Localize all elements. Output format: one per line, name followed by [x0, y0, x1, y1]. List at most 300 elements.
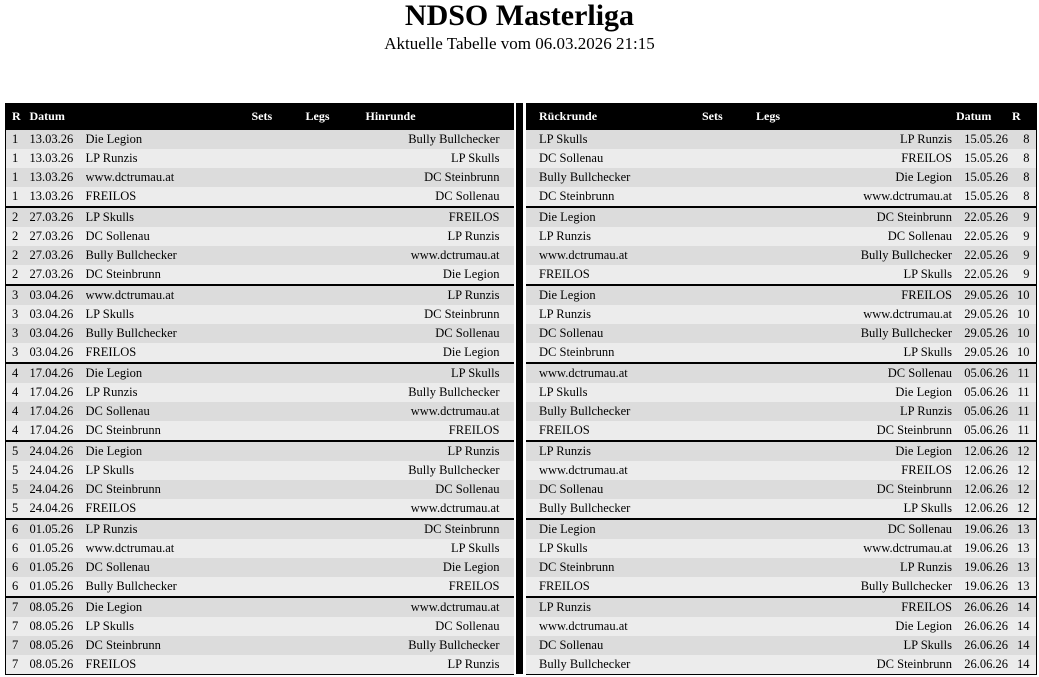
- date-cell: 13.03.26: [30, 130, 86, 149]
- date-cell: 12.06.26: [956, 461, 1012, 480]
- date-cell: 27.03.26: [30, 265, 86, 285]
- date-cell: 08.05.26: [30, 636, 86, 655]
- sets-cell: [252, 246, 306, 265]
- sets-cell: [252, 617, 306, 636]
- away-team-cell: DC Steinbrunn: [366, 168, 514, 187]
- sets-cell: [702, 285, 756, 305]
- sets-cell: [702, 168, 756, 187]
- sets-cell: [702, 519, 756, 539]
- away-team-cell: Die Legion: [816, 168, 956, 187]
- home-team-cell: FREILOS: [526, 421, 702, 441]
- legs-cell: [756, 519, 816, 539]
- date-cell: 19.06.26: [956, 558, 1012, 577]
- legs-cell: [306, 324, 366, 343]
- home-team-cell: Bully Bullchecker: [86, 324, 252, 343]
- away-team-cell: Bully Bullchecker: [816, 324, 956, 343]
- round-cell: 4: [6, 402, 30, 421]
- sets-cell: [252, 655, 306, 675]
- date-cell: 01.05.26: [30, 577, 86, 597]
- legs-cell: [306, 577, 366, 597]
- table-row: [526, 577, 1036, 597]
- legs-cell: [756, 539, 816, 558]
- legs-cell: [756, 343, 816, 363]
- date-cell: 26.06.26: [956, 636, 1012, 655]
- table-row: [526, 324, 1036, 343]
- table-row: [526, 246, 1036, 265]
- away-team-cell: Die Legion: [816, 383, 956, 402]
- round-cell: 13: [1012, 577, 1036, 597]
- sets-cell: [252, 285, 306, 305]
- away-team-cell: DC Steinbrunn: [816, 480, 956, 499]
- home-team-cell: LP Runzis: [526, 227, 702, 246]
- round-cell: 9: [1012, 207, 1036, 227]
- sets-cell: [252, 480, 306, 499]
- date-cell: 13.03.26: [30, 149, 86, 168]
- round-cell: 6: [6, 539, 30, 558]
- table-row: [526, 383, 1036, 402]
- round-cell: 7: [6, 597, 30, 617]
- legs-cell: [306, 265, 366, 285]
- sets-cell: [252, 597, 306, 617]
- home-team-cell: FREILOS: [526, 577, 702, 597]
- away-team-cell: Die Legion: [366, 265, 514, 285]
- date-cell: 05.06.26: [956, 383, 1012, 402]
- home-team-cell: Die Legion: [86, 441, 252, 461]
- date-cell: 22.05.26: [956, 246, 1012, 265]
- away-team-cell: www.dctrumau.at: [366, 246, 514, 265]
- round-cell: 6: [6, 519, 30, 539]
- sets-cell: [702, 227, 756, 246]
- sets-cell: [252, 441, 306, 461]
- home-team-cell: DC Steinbrunn: [86, 636, 252, 655]
- date-cell: 01.05.26: [30, 539, 86, 558]
- date-cell: 27.03.26: [30, 246, 86, 265]
- legs-cell: [306, 207, 366, 227]
- table-row: [6, 168, 514, 187]
- round-cell: 8: [1012, 149, 1036, 168]
- table-row: [6, 130, 514, 149]
- table-row: [6, 343, 514, 363]
- table-row: [526, 187, 1036, 207]
- legs-cell: [306, 402, 366, 421]
- table-row: [526, 149, 1036, 168]
- legs-cell: [306, 227, 366, 246]
- date-cell: 17.04.26: [30, 402, 86, 421]
- sets-cell: [252, 577, 306, 597]
- date-cell: 05.06.26: [956, 421, 1012, 441]
- table-row: [6, 207, 514, 227]
- round-cell: 1: [6, 149, 30, 168]
- home-team-cell: LP Runzis: [526, 597, 702, 617]
- round-cell: 14: [1012, 597, 1036, 617]
- table-row: [526, 227, 1036, 246]
- home-team-cell: FREILOS: [86, 499, 252, 519]
- legs-cell: [306, 636, 366, 655]
- sets-cell: [702, 636, 756, 655]
- legs-cell: [756, 617, 816, 636]
- page-subtitle: Aktuelle Tabelle vom 06.03.2026 21:15: [384, 34, 655, 53]
- date-cell: 03.04.26: [30, 305, 86, 324]
- away-team-cell: Bully Bullchecker: [366, 383, 514, 402]
- table-row: [526, 402, 1036, 421]
- table-row: [6, 363, 514, 383]
- date-cell: 19.06.26: [956, 539, 1012, 558]
- home-team-cell: FREILOS: [526, 265, 702, 285]
- legs-cell: [756, 577, 816, 597]
- home-team-cell: DC Steinbrunn: [86, 265, 252, 285]
- round-cell: 10: [1012, 285, 1036, 305]
- date-cell: 17.04.26: [30, 421, 86, 441]
- home-team-cell: DC Sollenau: [526, 324, 702, 343]
- away-team-cell: DC Sollenau: [366, 324, 514, 343]
- legs-cell: [306, 363, 366, 383]
- legs-cell: [306, 187, 366, 207]
- away-team-cell: Bully Bullchecker: [816, 246, 956, 265]
- col-header-datum: Datum: [30, 103, 86, 130]
- away-team-cell: www.dctrumau.at: [366, 597, 514, 617]
- round-cell: 12: [1012, 499, 1036, 519]
- sets-cell: [702, 343, 756, 363]
- legs-cell: [756, 636, 816, 655]
- home-team-cell: DC Steinbrunn: [526, 187, 702, 207]
- sets-cell: [252, 363, 306, 383]
- date-cell: 26.06.26: [956, 655, 1012, 675]
- home-team-cell: Bully Bullchecker: [526, 655, 702, 675]
- home-team-cell: DC Sollenau: [526, 149, 702, 168]
- away-team-cell: www.dctrumau.at: [816, 539, 956, 558]
- round-cell: 9: [1012, 227, 1036, 246]
- home-team-cell: Die Legion: [526, 519, 702, 539]
- sets-cell: [702, 363, 756, 383]
- round-cell: 10: [1012, 305, 1036, 324]
- sets-cell: [702, 149, 756, 168]
- date-cell: 15.05.26: [956, 130, 1012, 149]
- round-cell: 7: [6, 655, 30, 675]
- sets-cell: [702, 324, 756, 343]
- away-team-cell: FREILOS: [816, 597, 956, 617]
- table-row: [526, 421, 1036, 441]
- table-row: [6, 305, 514, 324]
- sets-cell: [702, 558, 756, 577]
- round-cell: 11: [1012, 383, 1036, 402]
- round-cell: 3: [6, 324, 30, 343]
- date-cell: 29.05.26: [956, 305, 1012, 324]
- date-cell: 26.06.26: [956, 597, 1012, 617]
- sets-cell: [702, 597, 756, 617]
- away-team-cell: DC Sollenau: [366, 617, 514, 636]
- sets-cell: [702, 441, 756, 461]
- legs-cell: [306, 655, 366, 675]
- sets-cell: [702, 617, 756, 636]
- date-cell: 29.05.26: [956, 324, 1012, 343]
- home-team-cell: www.dctrumau.at: [86, 285, 252, 305]
- date-cell: 13.03.26: [30, 168, 86, 187]
- round-cell: 2: [6, 265, 30, 285]
- date-cell: 08.05.26: [30, 655, 86, 675]
- sets-cell: [252, 461, 306, 480]
- date-cell: 24.04.26: [30, 461, 86, 480]
- home-team-cell: www.dctrumau.at: [86, 168, 252, 187]
- home-team-cell: LP Skulls: [86, 617, 252, 636]
- sets-cell: [252, 499, 306, 519]
- col-header-r: R: [1012, 103, 1036, 130]
- round-cell: 14: [1012, 655, 1036, 675]
- rueckrunde-header-row: [526, 103, 1036, 130]
- away-team-cell: www.dctrumau.at: [366, 402, 514, 421]
- sets-cell: [252, 343, 306, 363]
- legs-cell: [756, 441, 816, 461]
- legs-cell: [306, 461, 366, 480]
- home-team-cell: DC Sollenau: [86, 227, 252, 246]
- col-header-r: R: [6, 103, 30, 130]
- legs-cell: [306, 130, 366, 149]
- col-header-rueckrunde: Rückrunde: [526, 103, 702, 130]
- legs-cell: [306, 305, 366, 324]
- sets-cell: [252, 636, 306, 655]
- home-team-cell: Bully Bullchecker: [86, 246, 252, 265]
- round-cell: 12: [1012, 461, 1036, 480]
- sets-cell: [252, 130, 306, 149]
- legs-cell: [306, 383, 366, 402]
- col-header-datum: Datum: [956, 103, 1012, 130]
- round-cell: 13: [1012, 519, 1036, 539]
- away-team-cell: FREILOS: [366, 421, 514, 441]
- date-cell: 12.06.26: [956, 480, 1012, 499]
- away-team-cell: Die Legion: [816, 617, 956, 636]
- date-cell: 17.04.26: [30, 383, 86, 402]
- sets-cell: [702, 207, 756, 227]
- date-cell: 05.06.26: [956, 402, 1012, 421]
- legs-cell: [306, 421, 366, 441]
- date-cell: 08.05.26: [30, 597, 86, 617]
- table-row: [6, 149, 514, 168]
- home-team-cell: www.dctrumau.at: [526, 363, 702, 383]
- round-cell: 1: [6, 130, 30, 149]
- sets-cell: [702, 461, 756, 480]
- sets-cell: [702, 305, 756, 324]
- away-team-cell: LP Skulls: [366, 539, 514, 558]
- away-team-cell: DC Sollenau: [366, 187, 514, 207]
- hinrunde-body: [6, 130, 514, 675]
- home-team-cell: FREILOS: [86, 187, 252, 207]
- away-team-cell: LP Skulls: [366, 363, 514, 383]
- round-cell: 11: [1012, 421, 1036, 441]
- away-team-cell: FREILOS: [816, 149, 956, 168]
- away-team-cell: Die Legion: [366, 558, 514, 577]
- table-row: [526, 558, 1036, 577]
- away-team-cell: FREILOS: [366, 207, 514, 227]
- home-team-cell: www.dctrumau.at: [526, 461, 702, 480]
- home-team-cell: LP Skulls: [526, 130, 702, 149]
- away-team-cell: LP Runzis: [366, 227, 514, 246]
- sets-cell: [702, 402, 756, 421]
- date-cell: 19.06.26: [956, 577, 1012, 597]
- date-cell: 08.05.26: [30, 617, 86, 636]
- date-cell: 24.04.26: [30, 441, 86, 461]
- round-cell: 2: [6, 227, 30, 246]
- home-team-cell: Bully Bullchecker: [526, 499, 702, 519]
- sets-cell: [702, 187, 756, 207]
- sets-cell: [702, 246, 756, 265]
- date-cell: 27.03.26: [30, 207, 86, 227]
- home-team-cell: LP Skulls: [86, 207, 252, 227]
- table-row: [6, 246, 514, 265]
- table-row: [526, 343, 1036, 363]
- sets-cell: [252, 324, 306, 343]
- round-cell: 1: [6, 187, 30, 207]
- table-row: [526, 363, 1036, 383]
- away-team-cell: www.dctrumau.at: [366, 499, 514, 519]
- legs-cell: [756, 655, 816, 675]
- round-cell: 11: [1012, 363, 1036, 383]
- round-cell: 8: [1012, 187, 1036, 207]
- date-cell: 12.06.26: [956, 441, 1012, 461]
- table-separator: [516, 103, 523, 674]
- legs-cell: [756, 402, 816, 421]
- table-row: [6, 421, 514, 441]
- round-cell: 14: [1012, 617, 1036, 636]
- table-row: [526, 285, 1036, 305]
- legs-cell: [306, 597, 366, 617]
- sets-cell: [252, 227, 306, 246]
- home-team-cell: DC Sollenau: [526, 480, 702, 499]
- round-cell: 9: [1012, 246, 1036, 265]
- home-team-cell: Die Legion: [86, 363, 252, 383]
- legs-cell: [306, 246, 366, 265]
- hinrunde-header-row: [6, 103, 514, 130]
- legs-cell: [756, 558, 816, 577]
- sets-cell: [702, 655, 756, 675]
- legs-cell: [306, 285, 366, 305]
- away-team-cell: www.dctrumau.at: [816, 305, 956, 324]
- col-header-spacer: [816, 103, 956, 130]
- home-team-cell: FREILOS: [86, 343, 252, 363]
- away-team-cell: Die Legion: [366, 343, 514, 363]
- round-cell: 7: [6, 617, 30, 636]
- away-team-cell: Bully Bullchecker: [816, 577, 956, 597]
- legs-cell: [306, 149, 366, 168]
- away-team-cell: LP Runzis: [816, 558, 956, 577]
- round-cell: 9: [1012, 265, 1036, 285]
- sets-cell: [252, 421, 306, 441]
- round-cell: 3: [6, 285, 30, 305]
- table-row: [526, 130, 1036, 149]
- sets-cell: [702, 577, 756, 597]
- hinrunde-table: [5, 103, 514, 675]
- date-cell: 27.03.26: [30, 227, 86, 246]
- legs-cell: [756, 421, 816, 441]
- home-team-cell: Bully Bullchecker: [526, 402, 702, 421]
- table-row: [526, 519, 1036, 539]
- legs-cell: [756, 363, 816, 383]
- round-cell: 13: [1012, 539, 1036, 558]
- table-row: [6, 285, 514, 305]
- legs-cell: [756, 383, 816, 402]
- date-cell: 22.05.26: [956, 207, 1012, 227]
- home-team-cell: LP Skulls: [86, 461, 252, 480]
- round-cell: 10: [1012, 324, 1036, 343]
- round-cell: 8: [1012, 168, 1036, 187]
- table-row: [526, 441, 1036, 461]
- sets-cell: [702, 421, 756, 441]
- home-team-cell: LP Runzis: [86, 149, 252, 168]
- table-row: [526, 265, 1036, 285]
- home-team-cell: www.dctrumau.at: [86, 539, 252, 558]
- date-cell: 26.06.26: [956, 617, 1012, 636]
- table-row: [6, 636, 514, 655]
- table-row: [6, 461, 514, 480]
- table-row: [526, 539, 1036, 558]
- round-cell: 4: [6, 421, 30, 441]
- table-row: [526, 305, 1036, 324]
- round-cell: 2: [6, 246, 30, 265]
- home-team-cell: LP Skulls: [86, 305, 252, 324]
- round-cell: 1: [6, 168, 30, 187]
- legs-cell: [756, 324, 816, 343]
- home-team-cell: DC Steinbrunn: [86, 480, 252, 499]
- sets-cell: [702, 539, 756, 558]
- col-header-spacer: [86, 103, 252, 130]
- sets-cell: [252, 305, 306, 324]
- table-row: [6, 617, 514, 636]
- table-row: [526, 499, 1036, 519]
- sets-cell: [702, 480, 756, 499]
- away-team-cell: Bully Bullchecker: [366, 461, 514, 480]
- table-row: [6, 324, 514, 343]
- round-cell: 5: [6, 461, 30, 480]
- round-cell: 5: [6, 499, 30, 519]
- table-row: [6, 519, 514, 539]
- date-cell: 15.05.26: [956, 168, 1012, 187]
- home-team-cell: FREILOS: [86, 655, 252, 675]
- date-cell: 29.05.26: [956, 285, 1012, 305]
- date-cell: 01.05.26: [30, 558, 86, 577]
- round-cell: 6: [6, 558, 30, 577]
- home-team-cell: LP Skulls: [526, 383, 702, 402]
- table-row: [526, 655, 1036, 675]
- home-team-cell: Die Legion: [86, 130, 252, 149]
- legs-cell: [306, 441, 366, 461]
- date-cell: 03.04.26: [30, 324, 86, 343]
- home-team-cell: LP Runzis: [86, 519, 252, 539]
- date-cell: 17.04.26: [30, 363, 86, 383]
- legs-cell: [306, 617, 366, 636]
- home-team-cell: DC Steinbrunn: [526, 343, 702, 363]
- legs-cell: [306, 539, 366, 558]
- legs-cell: [756, 187, 816, 207]
- table-row: [6, 265, 514, 285]
- home-team-cell: DC Steinbrunn: [526, 558, 702, 577]
- legs-cell: [306, 168, 366, 187]
- table-row: [6, 577, 514, 597]
- home-team-cell: LP Runzis: [526, 441, 702, 461]
- round-cell: 13: [1012, 558, 1036, 577]
- legs-cell: [756, 597, 816, 617]
- round-cell: 4: [6, 363, 30, 383]
- sets-cell: [702, 499, 756, 519]
- date-cell: 22.05.26: [956, 265, 1012, 285]
- sets-cell: [702, 265, 756, 285]
- rueckrunde-table: [526, 103, 1037, 675]
- table-row: [526, 480, 1036, 499]
- table-row: [526, 461, 1036, 480]
- away-team-cell: DC Steinbrunn: [816, 207, 956, 227]
- rueckrunde-body: [526, 130, 1036, 675]
- sets-cell: [252, 383, 306, 402]
- away-team-cell: LP Runzis: [816, 130, 956, 149]
- legs-cell: [306, 499, 366, 519]
- home-team-cell: www.dctrumau.at: [526, 246, 702, 265]
